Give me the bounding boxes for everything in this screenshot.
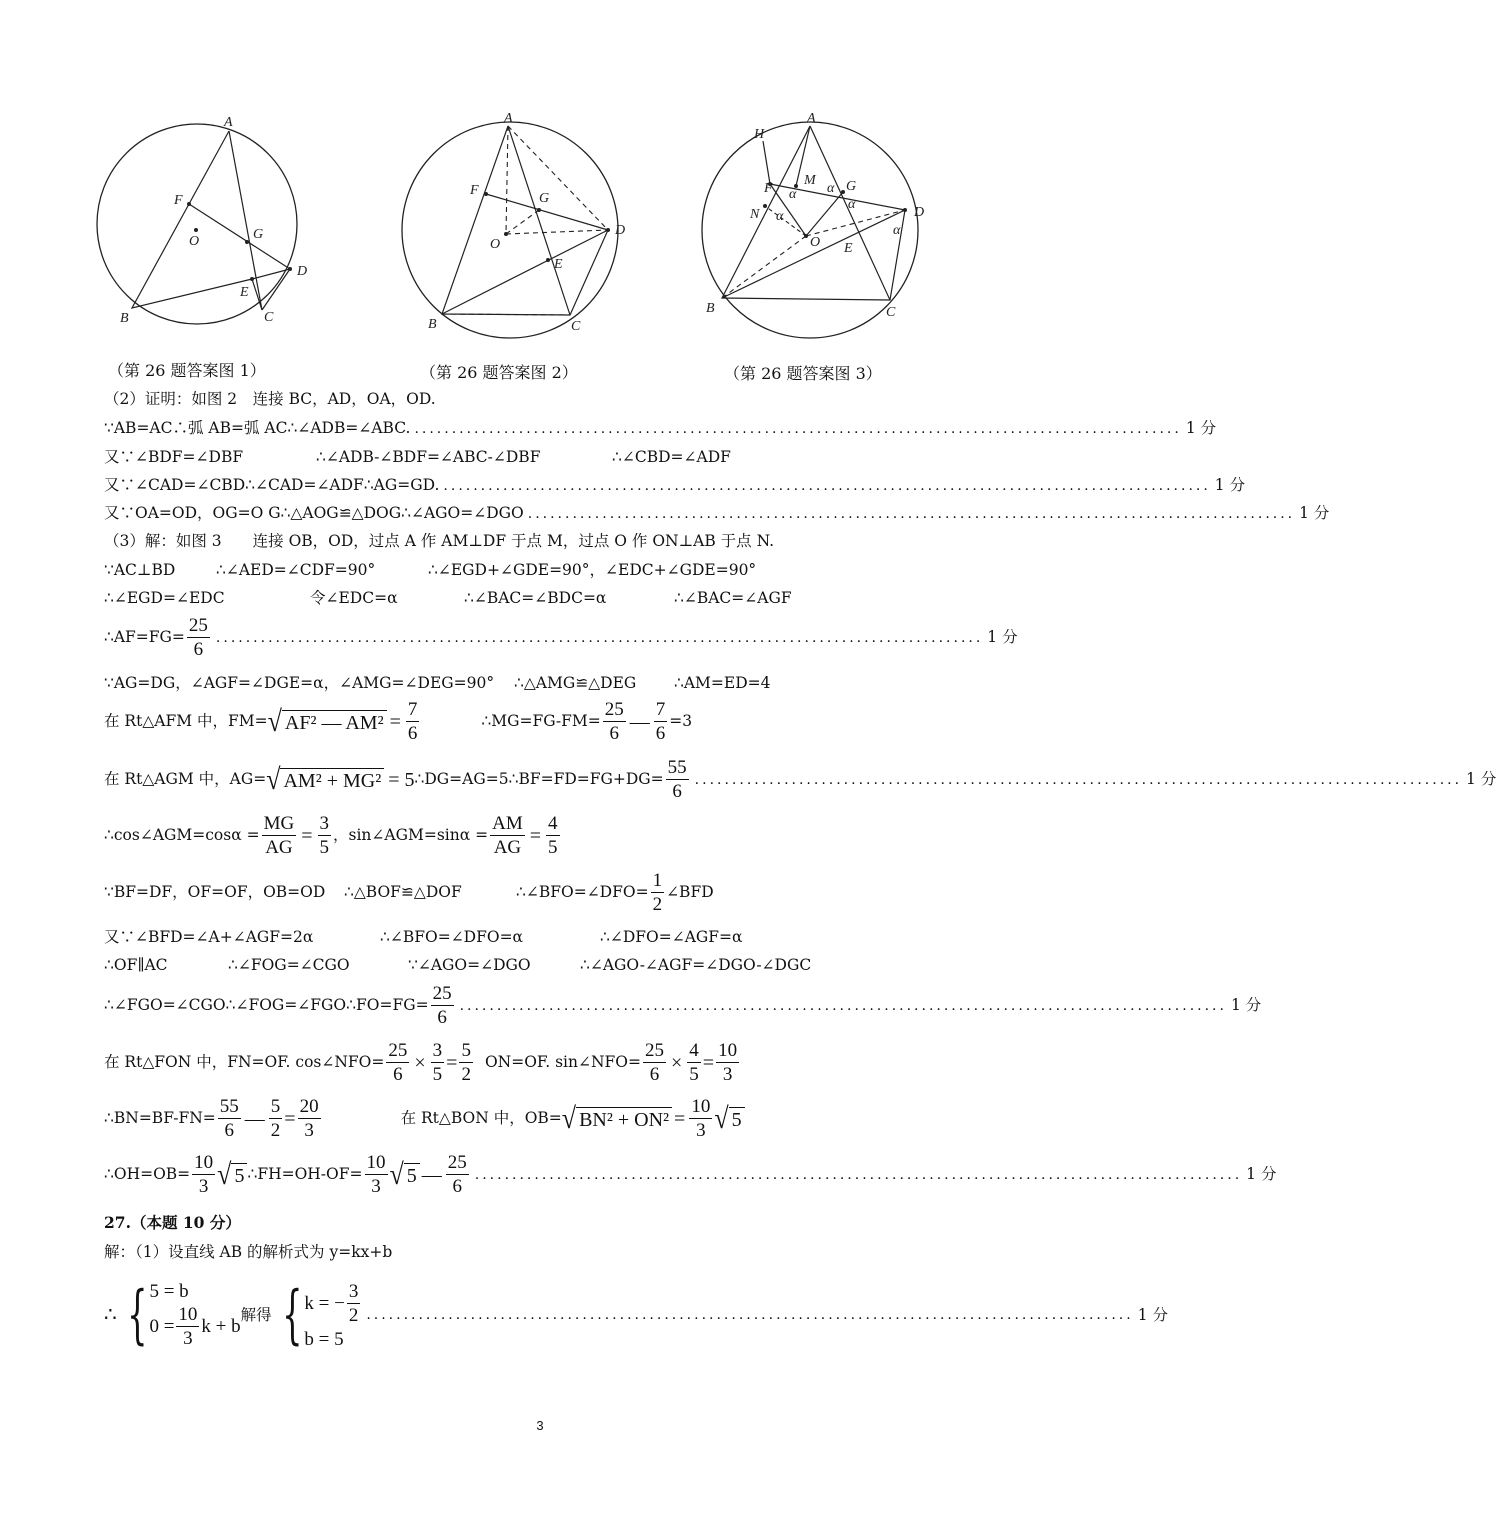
- text: ∴△AMG≌△DEG: [514, 674, 637, 692]
- fraction-55-6: $\frac{55}{6}$: [667, 757, 687, 802]
- text: 27.（本题 10 分）: [104, 1213, 241, 1232]
- fig3-alpha-1: α: [789, 187, 797, 202]
- text: 在 Rt△AGM 中，AG=: [104, 770, 267, 789]
- score: 1 分: [1230, 996, 1262, 1015]
- fraction-1-2: $\frac{1}{2}$: [652, 870, 663, 915]
- leader-dots: .......................................................................................................: [694, 771, 1463, 788]
- fig3-alpha-2: α: [827, 181, 835, 196]
- fraction-25-6: $\frac{25}{6}$: [604, 699, 624, 744]
- solution-line-2: [104, 563, 976, 579]
- solution-line-9: [104, 871, 976, 915]
- fig1-label-e: E: [240, 285, 249, 300]
- text: ∵AC⊥BD: [104, 561, 176, 579]
- fraction-25-6: $\frac{25}{6}$: [388, 1040, 408, 1085]
- fig3-label-o: O: [810, 235, 821, 250]
- text: ∴AG=GD.: [363, 476, 440, 494]
- equals-5: = 5: [388, 768, 415, 791]
- fraction-3-5: $\frac{3}{5}$: [432, 1040, 443, 1085]
- fig3-label-n: N: [750, 207, 760, 222]
- text: ∴∠FOG=∠CGO: [228, 956, 350, 974]
- score: 1 分: [1466, 770, 1496, 789]
- fig2-label-f: F: [470, 183, 479, 198]
- proof-line-4: [104, 476, 1246, 494]
- sqrt-5: √ 5: [217, 1162, 247, 1188]
- text: ∴AF=FG=: [104, 628, 185, 647]
- question-27-heading: [104, 1215, 976, 1231]
- text: 又∵∠BDF=∠DBF: [104, 448, 244, 466]
- sqrt-5: √ 5: [390, 1162, 420, 1188]
- sqrt-af-am: √ AF² — AM²: [268, 709, 387, 735]
- fig3-label-h: H: [754, 127, 765, 142]
- text: ∴∠DFO=∠AGF=α: [600, 928, 743, 946]
- fig3-label-g: G: [846, 179, 857, 194]
- fig3-label-c: C: [886, 305, 896, 320]
- text: ∴BN=BF-FN=: [104, 1109, 216, 1128]
- equals: =: [284, 1107, 296, 1130]
- solution-line-8: [104, 814, 976, 858]
- text: ∴MG=FG-FM=: [481, 712, 601, 731]
- proof-line-3: [104, 450, 976, 466]
- times: ×: [414, 1051, 426, 1074]
- proof-line-5: [104, 504, 1330, 522]
- fraction-10-3: $\frac{10}{3}$: [691, 1096, 711, 1141]
- text: ∴∠FOG=∠FGO: [225, 996, 347, 1015]
- text: ∴FO=FG=: [346, 996, 429, 1015]
- minus: —: [629, 710, 650, 733]
- text: 在 Rt△BON 中，OB=: [400, 1109, 562, 1128]
- eq-row: 0 = $\frac{10}{3}$ k + b: [149, 1304, 241, 1349]
- text: 又∵∠CAD=∠CBD: [104, 476, 246, 494]
- text: ∵BF=DF，OF=OF，OB=OD: [104, 883, 326, 902]
- text: 在 Rt△FON 中，FN=OF. cos∠NFO=: [104, 1053, 385, 1072]
- score: 1 分: [1299, 504, 1330, 522]
- text: ∴∠BAC=∠BDC=α: [464, 589, 607, 607]
- score: 1 分: [1214, 476, 1246, 494]
- fig3-label-d: D: [914, 205, 925, 220]
- leader-dots: .......................................................................................................: [459, 997, 1227, 1014]
- text: ∴∠BFO=∠DFO=α: [380, 928, 524, 946]
- page-number: 3: [536, 1418, 544, 1433]
- text: ∴∠AGO-∠AGF=∠DGO-∠DGC: [580, 956, 812, 974]
- fig2-label-e: E: [554, 257, 563, 272]
- therefore: ∴: [104, 1304, 117, 1327]
- fig3-label-f: F: [764, 181, 773, 196]
- solution-line-5: [104, 676, 976, 692]
- equation-system: { 5 = b 0 = $\frac{10}{3}$ k + b: [126, 1278, 241, 1353]
- text: =3: [669, 712, 693, 731]
- fig3-alpha-4: α: [893, 223, 901, 238]
- figure-1: [92, 112, 307, 332]
- fig2-label-g: G: [539, 191, 550, 206]
- fig1-label-o: O: [189, 234, 200, 249]
- q27-line-2: [104, 1278, 1168, 1353]
- figure-3: [700, 108, 935, 343]
- sqrt-bn-on: √ BN² + ON²: [562, 1106, 672, 1132]
- text: ∴∠CAD=∠ADF: [245, 476, 364, 494]
- solution-line-1: [104, 534, 976, 550]
- solution-line-10: [104, 930, 976, 946]
- fraction-20-3: $\frac{20}{3}$: [299, 1096, 319, 1141]
- fraction-am-ag: $\frac{AM}{AG}$: [492, 813, 523, 858]
- solution-line-11: [104, 958, 976, 974]
- text: 解得: [240, 1305, 272, 1324]
- proof-line-1: [104, 392, 976, 408]
- fig2-label-d: D: [615, 223, 626, 238]
- solution-line-6: [104, 700, 976, 744]
- fraction-4-5: $\frac{4}{5}$: [548, 813, 558, 858]
- q27-line-1: [104, 1245, 976, 1261]
- fraction-5-2: $\frac{5}{2}$: [461, 1040, 471, 1085]
- fraction-10-3: $\frac{10}{3}$: [194, 1152, 214, 1197]
- solution-line-14: [104, 1097, 976, 1141]
- solution-line-12: [104, 983, 1262, 1028]
- text: ∴BF=FD=FG+DG=: [508, 770, 664, 789]
- fig1-label-d: D: [297, 264, 308, 279]
- fig3-label-b: B: [706, 301, 715, 316]
- text: ∠BFD: [666, 883, 714, 902]
- leader-dots: .......................................................................................................: [414, 420, 1182, 437]
- sqrt-am-mg: √ AM² + MG²: [266, 767, 384, 793]
- text: ON=OF. sin∠NFO=: [484, 1053, 641, 1072]
- equals: =: [674, 1107, 686, 1130]
- text: ∴cos∠AGM=cosα =: [104, 826, 260, 845]
- leader-dots: .......................................................................................................: [215, 629, 984, 646]
- minus: —: [244, 1107, 265, 1130]
- score: 1 分: [987, 628, 1018, 647]
- equals: =: [702, 1051, 715, 1074]
- text: ∴∠BFO=∠DFO=: [516, 883, 649, 902]
- text: ∴∠ADB=∠ABC.: [287, 419, 411, 437]
- solution-line-13: [104, 1041, 976, 1085]
- equals: =: [301, 824, 313, 847]
- fraction-55-6: $\frac{55}{6}$: [219, 1096, 239, 1141]
- fraction-3-5: $\frac{3}{5}$: [319, 813, 330, 858]
- caption-figure-2: （第 26 题答案图 2）: [420, 363, 578, 382]
- text: ∴∠EGD=∠EDC: [104, 589, 225, 607]
- fig1-label-c: C: [264, 310, 274, 325]
- figure-2: [398, 108, 633, 338]
- fig3-alpha-3: α: [848, 197, 856, 212]
- text: 令∠EDC=α: [310, 589, 398, 607]
- text: 在 Rt△AFM 中，FM=: [104, 712, 268, 731]
- text: ∴△AOG≌△DOG: [280, 504, 402, 522]
- text: 解：（1）设直线 AB 的解析式为 y=kx+b: [104, 1243, 393, 1261]
- solution-system: { k = − $\frac{3}{2}$ b = 5: [272, 1282, 363, 1349]
- equals: =: [446, 1051, 458, 1074]
- text: ∴弧 AB=弧 AC: [172, 419, 288, 437]
- score: 1 分: [1185, 419, 1217, 437]
- fig1-label-f: F: [174, 193, 183, 208]
- sqrt-5: √ 5: [714, 1106, 744, 1132]
- text: ∴∠FGO=∠CGO: [104, 996, 226, 1015]
- eq-row: b = 5: [304, 1328, 344, 1350]
- leader-dots: .......................................................................................................: [366, 1307, 1134, 1324]
- text: ∴∠CBD=∠ADF: [612, 448, 731, 466]
- text: ，sin∠AGM=sinα =: [333, 826, 489, 845]
- fraction-7-6: $\frac{7}{6}$: [655, 699, 666, 744]
- text: ∴AM=ED=4: [674, 674, 771, 692]
- fraction-5-2: $\frac{5}{2}$: [270, 1096, 281, 1141]
- fraction-25-6: $\frac{25}{6}$: [432, 983, 452, 1028]
- fig1-label-b: B: [120, 311, 129, 326]
- fig1-label-g: G: [253, 227, 264, 242]
- text: ∴OH=OB=: [104, 1165, 191, 1184]
- fraction-10-3: $\frac{10}{3}$: [366, 1152, 386, 1197]
- text: （2）证明：如图 2 连接 BC，AD，OA，OD.: [104, 390, 436, 408]
- text: ∴△BOF≌△DOF: [344, 883, 462, 902]
- equals: =: [529, 824, 542, 847]
- fraction-25-6: $\frac{25}{6}$: [188, 615, 208, 660]
- eq-row: k = − $\frac{3}{2}$: [304, 1281, 359, 1326]
- score: 1 分: [1137, 1305, 1168, 1324]
- eq-row: 5 = b: [149, 1281, 189, 1302]
- text: ∵∠AGO=∠DGO: [408, 956, 531, 974]
- fig2-label-o: O: [490, 237, 501, 252]
- fig1-label-a: A: [224, 115, 233, 130]
- text: ∵AB=AC: [104, 419, 173, 437]
- fig3-label-e: E: [844, 241, 853, 256]
- fraction-10-3: $\frac{10}{3}$: [718, 1040, 738, 1085]
- solution-line-15: [104, 1152, 1277, 1197]
- solution-line-7: [104, 757, 1496, 802]
- text: 又∵∠BFD=∠A+∠AGF=2α: [104, 928, 314, 946]
- fig2-label-c: C: [571, 319, 581, 334]
- text: ∴OF∥AC: [104, 956, 168, 974]
- fig2-label-a: A: [504, 111, 513, 126]
- fraction-4-5: $\frac{4}{5}$: [689, 1040, 699, 1085]
- fraction-7-6: $\frac{7}{6}$: [407, 699, 418, 744]
- solution-line-4: [104, 615, 1018, 660]
- caption-figure-1: （第 26 题答案图 1）: [108, 361, 266, 380]
- times: ×: [671, 1051, 683, 1074]
- text: （3）解：如图 3 连接 OB，OD，过点 A 作 AM⊥DF 于点 M，过点 O 作 ON⊥AB 于点 N.: [104, 532, 775, 550]
- minus: —: [421, 1163, 442, 1186]
- fig3-label-m: M: [804, 173, 816, 188]
- text: ∴∠AGO=∠DGO: [401, 504, 524, 522]
- text: ∵AG=DG，∠AGF=∠DGE=α，∠AMG=∠DEG=90°: [104, 674, 495, 692]
- text: ∴∠BAC=∠AGF: [674, 589, 792, 607]
- leader-dots: .......................................................................................................: [527, 505, 1296, 522]
- text: ∴DG=AG=5: [414, 770, 509, 789]
- text: ∴∠ADB-∠BDF=∠ABC-∠DBF: [316, 448, 541, 466]
- fig2-label-b: B: [428, 317, 437, 332]
- equals: =: [389, 710, 401, 733]
- leader-dots: .......................................................................................................: [474, 1166, 1243, 1183]
- proof-line-2: [104, 419, 1217, 437]
- fig3-label-a: A: [807, 111, 816, 126]
- fraction-25-6: $\frac{25}{6}$: [645, 1040, 664, 1085]
- text: ∴∠EGD+∠GDE=90°，∠EDC+∠GDE=90°: [428, 561, 757, 579]
- fraction-mg-ag: $\frac{MG}{AG}$: [263, 813, 295, 858]
- leader-dots: .......................................................................................................: [443, 477, 1211, 494]
- caption-figure-3: （第 26 题答案图 3）: [724, 364, 882, 383]
- fraction-25-6: $\frac{25}{6}$: [447, 1152, 467, 1197]
- fig3-alpha-5: α: [776, 209, 784, 224]
- text: ∴∠AED=∠CDF=90°: [216, 561, 376, 579]
- score: 1 分: [1246, 1165, 1277, 1184]
- text: ∴FH=OH-OF=: [247, 1165, 363, 1184]
- text: 又∵OA=OD，OG=O G: [104, 504, 281, 522]
- solution-line-3: [104, 591, 976, 607]
